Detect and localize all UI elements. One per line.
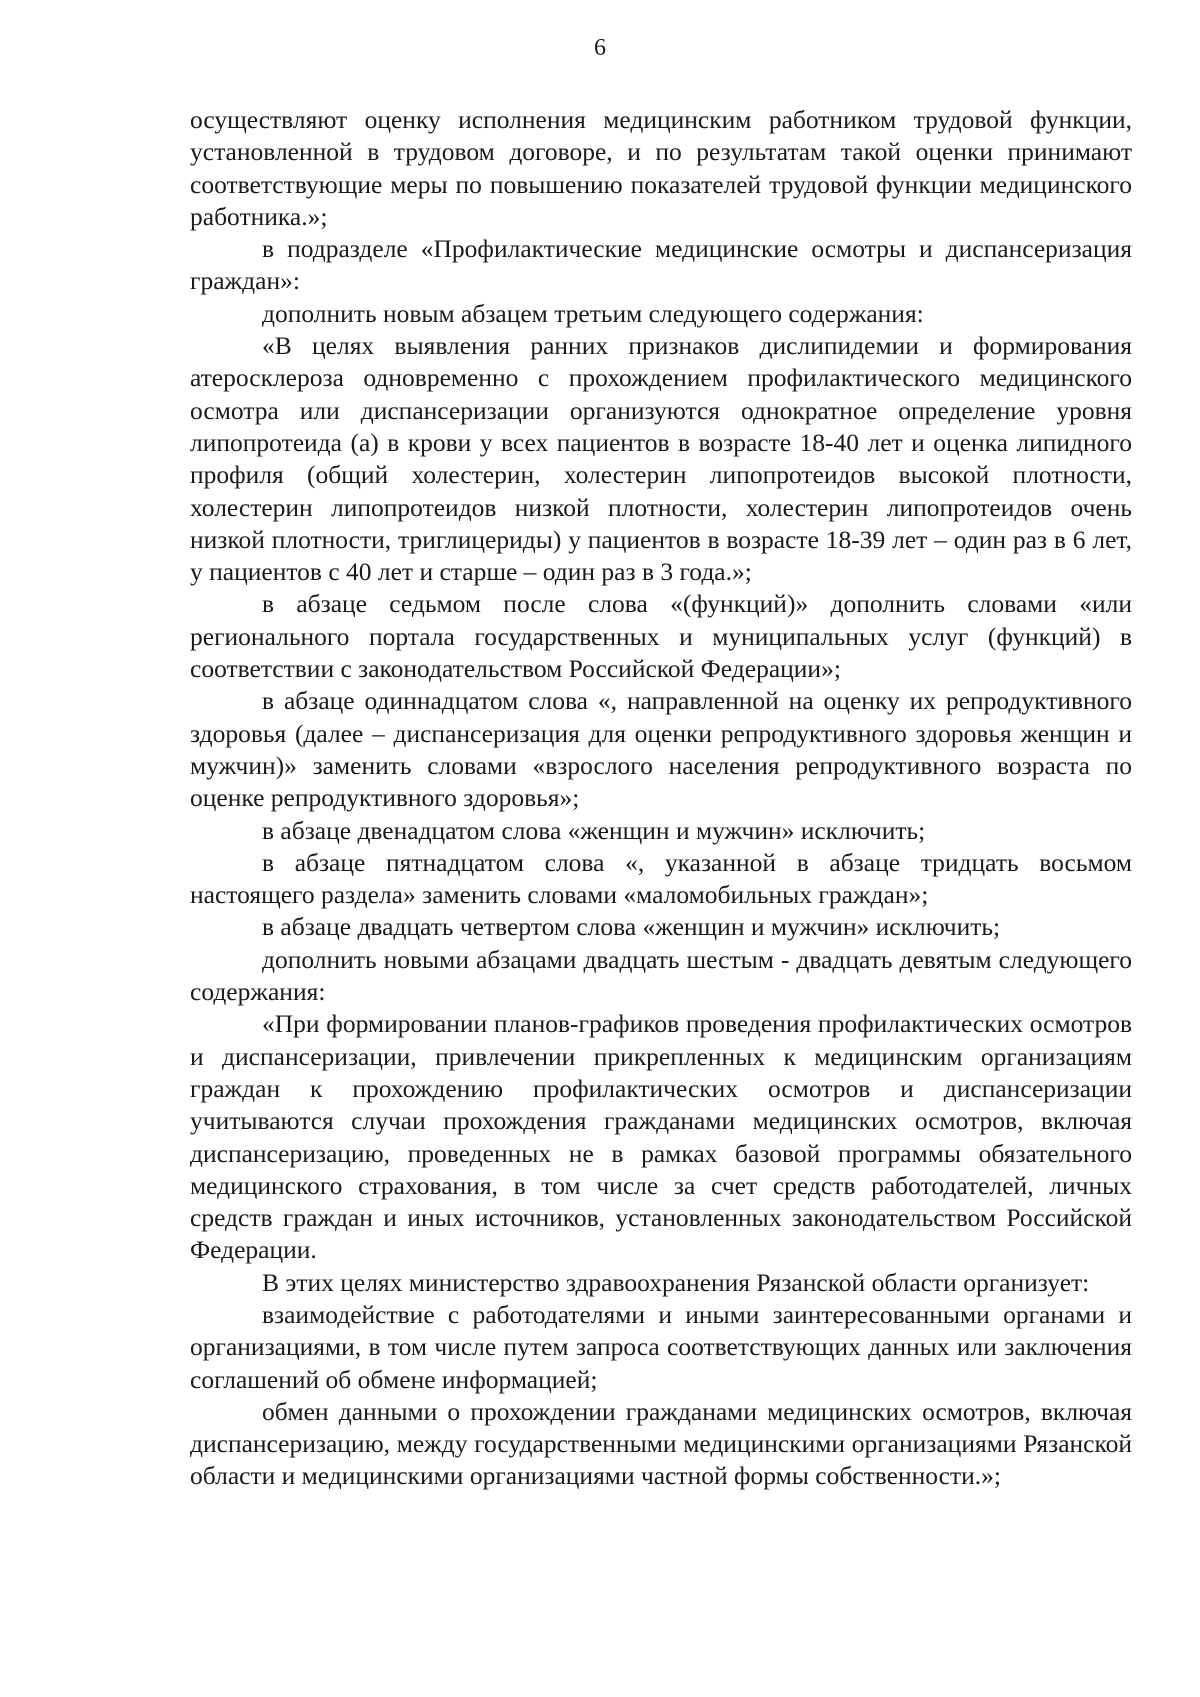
paragraph-subsection-intro: в подразделе «Профилактические медицинские осмотры и диспансеризация граждан»: (190, 234, 1132, 296)
paragraph-add-new: дополнить новыми абзацами двадцать шестым - двадцать девятым следующего содержания: (190, 944, 1132, 1007)
paragraph-fifteenth: в абзаце пятнадцатом слова «, указанной в абзаце тридцать восьмом настоящего раздела» заменить словами «маломобильных граждан»; (190, 847, 1132, 910)
paragraph-seventh: в абзаце седьмом после слова «(функций)» дополнить словами «или регионального портала государственных и муниципальных услуг (функций) в соответствии с законодательством Российской Федерации»; (190, 589, 1132, 684)
paragraph-data-exchange: обмен данными о прохождении гражданами медицинских осмотров, включая диспансеризацию, между государственными медицинскими организациями Рязанской области и медицинскими организациями частной формы собственности.»; (190, 1396, 1132, 1491)
paragraph-interaction: взаимодействие с работодателями и иными заинтересованными органами и организациями, в том числе путем запроса соответствующих данных или заключения соглашений об обмене информацией; (190, 1299, 1132, 1394)
paragraph-planning: «При формировании планов-графиков проведения профилактических осмотров и диспансеризации, привлечении прикрепленных к медицинским организациям граждан к прохождению профилактических осмотров и диспансеризации учитываются случаи прохождения гражданами медицинских осмотров, включая диспансеризацию, проведенных не в рамках базовой программы обязательного медицинского страхования, в том числе за счет средств работодателей, личных средств граждан и иных источников, установленных законодательством Российской Федерации. (190, 1009, 1132, 1265)
document-body (190, 104, 1132, 1493)
paragraph-add-third: дополнить новым абзацем третьим следующего содержания: (262, 298, 924, 328)
paragraph-twelfth: в абзаце двенадцатом слова «женщин и мужчин» исключить; (262, 815, 926, 845)
paragraph-twenty-fourth: в абзаце двадцать четвертом слова «женщин и мужчин» исключить; (262, 912, 1001, 942)
paragraph-eleventh: в абзаце одиннадцатом слова «, направленной на оценку их репродуктивного здоровья (далее – диспансеризация для оценки репродуктивного здоровья женщин и мужчин)» заменить словами «взрослого населения репродуктивного возраста по оценке репродуктивного здоровья»; (190, 686, 1132, 813)
paragraph-continuation: осуществляют оценку исполнения медицинским работником трудовой функции, установленной в трудовом договоре, и по результатам такой оценки принимают соответствующие меры по повышению показателей трудовой функции медицинского работника.»; (190, 105, 1132, 231)
page-number: 6 (594, 35, 606, 61)
paragraph-ministry: В этих целях министерство здравоохранения Рязанской области организует: (262, 1267, 1090, 1297)
paragraph-dyslipidemia: «В целях выявления ранних признаков дислипидемии и формирования атеросклероза одновременно с прохождением профилактического медицинского осмотра или диспансеризации организуются однократное определение уровня липопротеида (а) в крови у всех пациентов в возрасте 18-40 лет и оценка липидного профиля (общий холестерин, холестерин липопротеидов высокой плотности, холестерин липопротеидов низкой плотности, холестерин липопротеидов очень низкой плотности, триглицериды) у пациентов в возрасте 18-39 лет – один раз в 6 лет, у пациентов с 40 лет и старше – один раз в 3 года.»; (190, 331, 1132, 587)
